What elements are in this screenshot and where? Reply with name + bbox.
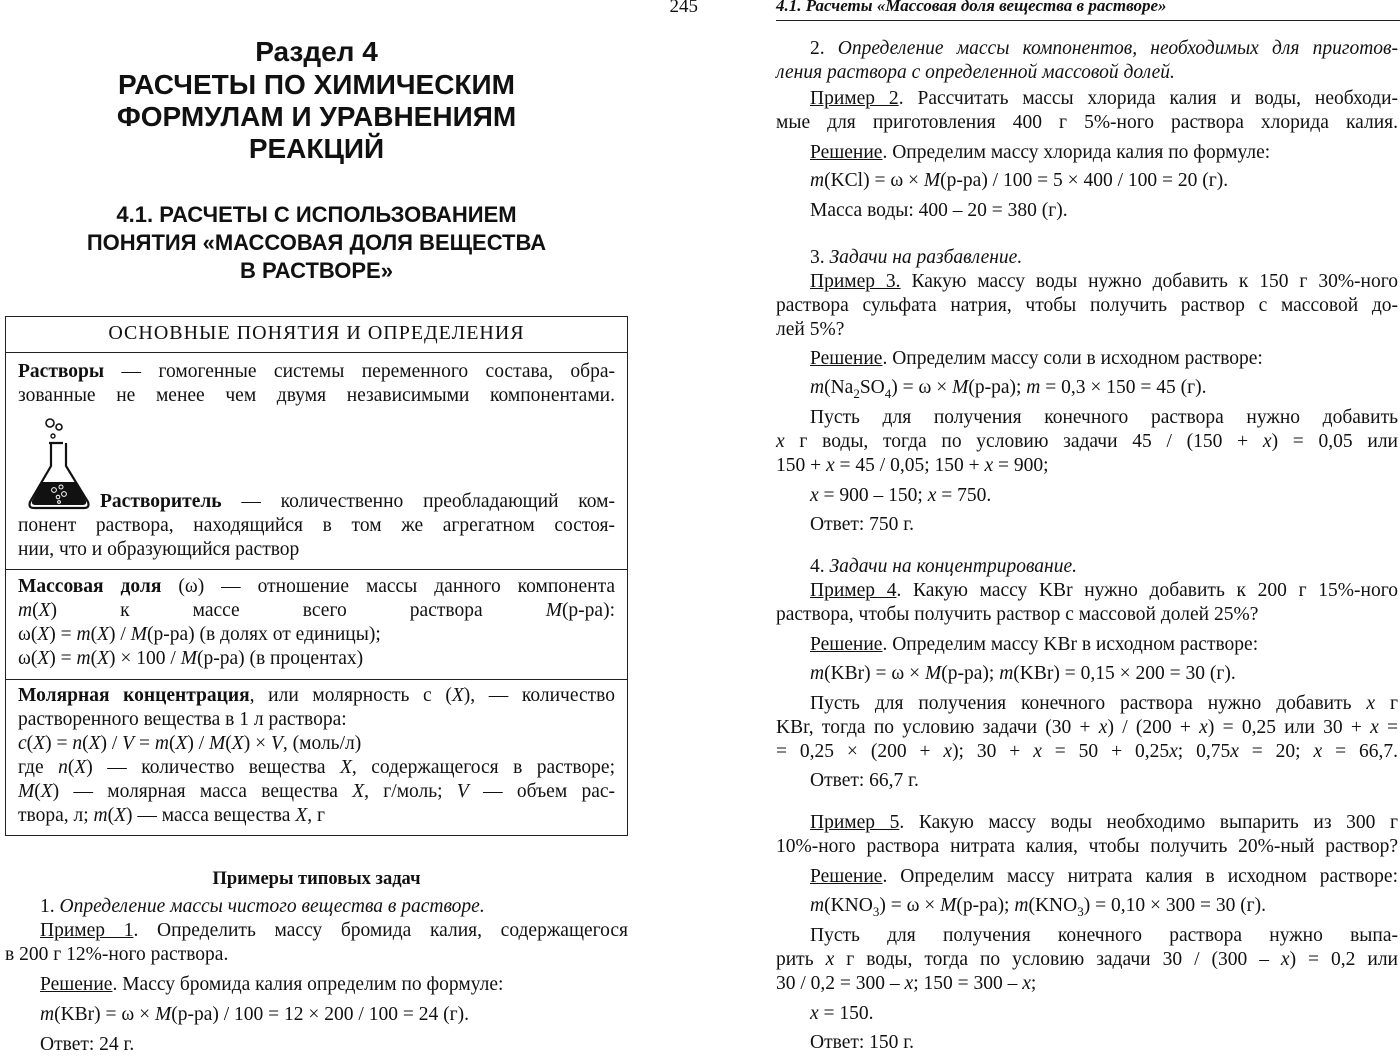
underlined-label: Пример 4 <box>810 580 897 601</box>
italic-text: x <box>1033 741 1042 762</box>
text-run: (KNO <box>824 895 873 916</box>
italic-text: V <box>456 781 469 802</box>
underlined-label: Решение <box>810 142 883 163</box>
italic-text: X <box>97 648 110 669</box>
text-run: ) к массе всего раствора <box>50 600 546 621</box>
text-run: ) = ω × <box>891 377 953 398</box>
italic-text: X <box>339 757 352 778</box>
text-line <box>810 406 1398 430</box>
bold-term: Массовая доля <box>18 576 162 597</box>
text-run: = <box>134 733 155 754</box>
text-run: ω( <box>18 624 38 645</box>
italic-text: M <box>940 895 957 916</box>
italic-text: M <box>952 377 969 398</box>
italic-text: M <box>155 1004 172 1025</box>
text-run: мые для приготовления 400 г 5%-ного раствора хлорида калия. <box>776 112 1398 133</box>
text-run: 4. <box>810 556 830 577</box>
text-line <box>776 294 1398 318</box>
text-line <box>776 972 1398 996</box>
text-run: (р-ра); <box>968 377 1027 398</box>
italic-text: M <box>925 663 942 684</box>
text-run: (р-ра); <box>941 663 1000 684</box>
subsection-title-line: В РАСТВОРЕ» <box>240 258 393 283</box>
text-run: = 150. <box>818 1003 874 1024</box>
text-run: ) — молярная масса вещества <box>52 781 353 802</box>
italic-text: M <box>545 600 562 621</box>
italic-text: Определение массы чистого вещества в растворе. <box>59 896 485 917</box>
text-run: ) = <box>49 648 77 669</box>
italic-text: Задачи на разбавление. <box>829 247 1023 268</box>
text-run: ; <box>1030 973 1037 994</box>
text-line <box>810 865 1398 889</box>
text-run: KBr, тогда по условию задачи (30 + <box>776 717 1099 738</box>
text-run: ) × <box>243 733 271 754</box>
text-run: ) = 0,25 или 30 + <box>1207 717 1371 738</box>
text-line <box>776 740 1398 764</box>
text-run: . Определим массу хлорида калия по формуле: <box>882 142 1271 163</box>
text-run: = 0,25 × (200 + <box>776 741 944 762</box>
italic-text: X <box>295 805 308 826</box>
italic-text: X <box>38 600 51 621</box>
text-run: , г <box>307 805 325 826</box>
text-run: Ответ: 66,7 г. <box>810 770 919 791</box>
italic-text: x <box>927 485 937 506</box>
text-line <box>810 555 1398 579</box>
italic-text: Определение массы компонентов, необходимых для приготов- <box>837 38 1398 59</box>
text-line <box>810 811 1398 835</box>
italic-text: n <box>72 733 83 754</box>
text-run: ) × 100 / <box>109 648 181 669</box>
text-run: где <box>18 757 59 778</box>
text-run: . Определим массу соли в исходном растворе: <box>882 348 1263 369</box>
subscript: 2 <box>853 385 860 401</box>
text-line <box>810 87 1398 111</box>
italic-text: x <box>1262 431 1272 452</box>
text-run: . Массу бромида калия определим по формуле: <box>112 974 504 995</box>
italic-text: x <box>1022 973 1031 994</box>
subsection-title-line: ПОНЯТИЯ «МАССОВАЯ ДОЛЯ ВЕЩЕСТВА <box>86 230 547 255</box>
text-run: ; 0,75 <box>1177 741 1231 762</box>
italic-text: m <box>154 733 169 754</box>
text-line <box>810 37 1398 61</box>
underlined-label: Решение <box>810 866 883 887</box>
text-run: = 66,7. <box>1322 741 1398 762</box>
italic-text: X <box>231 733 244 754</box>
bold-term: Растворитель <box>100 491 222 512</box>
text-run: ( <box>67 757 75 778</box>
chapter-title-line: РЕАКЦИЙ <box>248 133 385 164</box>
text-run: ω( <box>18 648 38 669</box>
text-run: Масса воды: 400 – 20 = 380 (г). <box>810 200 1068 221</box>
text-run: понент раствора, находящийся в том же агрегатном состоя- <box>18 515 615 536</box>
italic-text: x <box>1366 693 1376 714</box>
text-run: г воды, тогда по условию задачи 45 / (150 + <box>784 431 1263 452</box>
text-line <box>810 513 1398 537</box>
text-line <box>776 716 1398 740</box>
text-run: ( <box>32 600 39 621</box>
subscript: 4 <box>884 385 892 401</box>
text-run: Ответ: 24 г. <box>40 1034 135 1055</box>
text-line <box>810 376 1398 400</box>
text-line <box>776 454 1398 478</box>
text-line <box>810 199 1398 223</box>
text-run: 10%-ного раствора нитрата калия, чтобы получить 20%-ный раствор? <box>776 836 1398 857</box>
text-run: . Определим массу KBr в исходном растворе: <box>882 634 1259 655</box>
italic-text: x <box>1199 717 1208 738</box>
italic-text: x <box>1098 717 1108 738</box>
italic-text: x <box>810 1003 819 1024</box>
text-run: , (моль/л) <box>282 733 362 754</box>
italic-text: m <box>40 1004 55 1025</box>
text-run: ( <box>168 733 176 754</box>
text-run: ( <box>90 624 98 645</box>
text-run: ) — масса вещества <box>126 805 296 826</box>
text-run: 2. <box>810 38 838 59</box>
text-run: Пусть для получения конечного раствора нужно добавить <box>810 693 1367 714</box>
text-run: (р-ра) (в долях от единицы); <box>146 624 381 645</box>
underlined-label: Пример 3. <box>810 271 901 292</box>
text-line <box>810 347 1398 371</box>
italic-text: x <box>943 741 953 762</box>
text-run: ) — количество вещества <box>86 757 340 778</box>
text-line <box>776 948 1398 972</box>
italic-text: m <box>810 377 825 398</box>
text-run: ) = 0,2 или <box>1289 949 1398 970</box>
text-run: Пусть для получения конечного раствора нужно выпа- <box>810 925 1398 946</box>
underlined-label: Решение <box>40 974 113 995</box>
italic-text: n <box>58 757 68 778</box>
text-run: 150 + <box>776 455 826 476</box>
text-run: 3. <box>810 247 830 268</box>
italic-text: x <box>984 455 994 476</box>
text-run: (KBr) = ω × <box>54 1004 155 1025</box>
text-run: раствора сульфата натрия, чтобы получить раствор с массовой до- <box>776 295 1398 316</box>
text-run: (KCl) = ω × <box>824 170 924 191</box>
text-run: ) = 0,05 или <box>1271 431 1398 452</box>
text-run: растворенного вещества в 1 л раствора: <box>18 709 347 730</box>
italic-text: x <box>825 949 835 970</box>
text-run: (KBr) = 0,15 × 200 = 30 (г). <box>1013 663 1236 684</box>
text-run: — количественно преобладающий ком- <box>221 491 615 512</box>
page-number: 245 <box>669 0 698 17</box>
italic-text: m <box>999 663 1014 684</box>
text-run: ( <box>107 805 115 826</box>
italic-text: x <box>1230 741 1239 762</box>
text-run: (р-ра) / 100 = 5 × 400 / 100 = 20 (г). <box>940 170 1229 191</box>
text-line <box>810 246 1398 270</box>
text-run: рить <box>776 949 826 970</box>
text-run: ) = <box>45 733 73 754</box>
text-run: ) = ω × <box>879 895 941 916</box>
header-rule <box>776 20 1400 21</box>
text-run: Ответ: 150 г. <box>810 1032 914 1053</box>
text-run: ) / (200 + <box>1107 717 1200 738</box>
text-run: (ω) — отношение массы данного компонента <box>161 576 615 597</box>
italic-text: X <box>37 624 50 645</box>
italic-text: x <box>904 973 914 994</box>
text-run: = 900 – 150; <box>818 485 928 506</box>
text-line <box>810 662 1398 686</box>
text-run: г воды, тогда по условию задачи 30 / (300 – <box>834 949 1281 970</box>
italic-text: X <box>37 648 50 669</box>
text-run: = 50 + 0,25 <box>1041 741 1170 762</box>
text-run: 1. <box>40 896 60 917</box>
text-line <box>810 141 1398 165</box>
italic-text: m <box>93 805 108 826</box>
italic-text: c <box>18 733 27 754</box>
text-run: Пусть для получения конечного раствора нужно добавить <box>810 407 1398 428</box>
text-run: = 750. <box>936 485 992 506</box>
section-label: Раздел 4 <box>255 36 378 67</box>
text-run: = <box>1378 717 1399 738</box>
text-run: (р-ра); <box>956 895 1015 916</box>
italic-text: ления раствора с определенной массовой долей. <box>776 62 1175 83</box>
italic-text: m <box>1026 377 1041 398</box>
italic-text: M <box>923 170 941 191</box>
italic-text: m <box>18 600 33 621</box>
text-run: (Na <box>824 377 854 398</box>
text-run: г <box>1375 693 1398 714</box>
italic-text: m <box>810 895 825 916</box>
text-run: ( <box>90 648 98 669</box>
italic-text: V <box>270 733 283 754</box>
text-run: . Какую массу KBr нужно добавить к 200 г 15%-ного <box>896 580 1398 601</box>
italic-text: x <box>1313 741 1323 762</box>
text-run: = 20; <box>1238 741 1314 762</box>
text-run: , содержащегося в растворе; <box>351 757 615 778</box>
text-run: — объем рас- <box>468 781 615 802</box>
italic-text: m <box>76 648 91 669</box>
text-line <box>810 769 1398 793</box>
text-line <box>776 111 1398 135</box>
text-line <box>810 894 1398 918</box>
text-run: твора, л; <box>18 805 94 826</box>
text-run: ( <box>26 733 34 754</box>
text-run: лей 5%? <box>776 319 845 340</box>
italic-text: X <box>114 805 127 826</box>
text-run: раствора, чтобы получить раствор с массовой долей 25%? <box>776 604 1259 625</box>
text-line <box>810 924 1398 948</box>
text-line <box>810 270 1398 294</box>
text-line <box>776 603 1398 627</box>
text-run: ; 150 = 300 – <box>913 973 1023 994</box>
italic-text: M <box>209 733 226 754</box>
subsection-title-line: 4.1. РАСЧЕТЫ С ИСПОЛЬЗОВАНИЕМ <box>116 202 517 227</box>
italic-text: x <box>1370 717 1379 738</box>
underlined-label: Решение <box>810 348 883 369</box>
subscript: 3 <box>872 903 880 919</box>
text-line <box>810 633 1398 657</box>
text-line <box>776 835 1398 859</box>
text-run: Ответ: 750 г. <box>810 514 914 535</box>
underlined-label: Решение <box>810 634 883 655</box>
text-run: ) / <box>109 624 131 645</box>
text-run: (р-ра) (в процентах) <box>196 648 364 669</box>
italic-text: Задачи на концентрирование. <box>829 556 1077 577</box>
italic-text: m <box>810 663 825 684</box>
italic-text: m <box>1014 895 1029 916</box>
italic-text: M <box>18 781 35 802</box>
italic-text: x <box>826 455 835 476</box>
bold-term: Растворы <box>18 361 105 382</box>
italic-text: X <box>97 624 110 645</box>
italic-text: X <box>88 733 101 754</box>
subscript: 3 <box>1077 903 1084 919</box>
definitions-box-header: ОСНОВНЫЕ ПОНЯТИЯ И ОПРЕДЕЛЕНИЯ <box>108 322 525 344</box>
italic-text: X <box>175 733 188 754</box>
underlined-label: Пример 2 <box>810 88 899 109</box>
text-run: , г/моль; <box>364 781 457 802</box>
text-run: . Определим массу нитрата калия в исходном растворе: <box>882 866 1398 887</box>
examples-heading: Примеры типовых задач <box>212 869 421 889</box>
italic-text: X <box>74 757 87 778</box>
text-run: ), — количество <box>463 685 615 706</box>
text-run: ( <box>82 733 89 754</box>
italic-text: m <box>76 624 91 645</box>
text-run: = 0,3 × 150 = 45 (г). <box>1040 377 1207 398</box>
text-run: — гомогенные системы переменного состава, обра- <box>104 361 615 382</box>
italic-text: x <box>1169 741 1178 762</box>
text-line <box>810 1031 1398 1055</box>
text-run: ( <box>225 733 232 754</box>
italic-text: X <box>33 733 46 754</box>
text-run: (р-ра): <box>561 600 615 621</box>
italic-text: m <box>810 170 825 191</box>
text-run: ( <box>34 781 41 802</box>
text-run: ) / <box>100 733 123 754</box>
text-run: ) = 0,10 × 300 = 30 (г). <box>1083 895 1267 916</box>
underlined-label: Пример 1 <box>40 920 134 941</box>
text-run: (KBr) = ω × <box>824 663 925 684</box>
text-run: ); 30 + <box>952 741 1034 762</box>
text-run: = 45 / 0,05; 150 + <box>834 455 985 476</box>
text-line <box>810 1002 1398 1026</box>
running-head: 4.1. Расчеты «Массовая доля вещества в растворе» <box>776 0 1167 15</box>
text-run: зованные не менее чем двумя независимыми компонентами. <box>18 385 615 406</box>
chapter-title-line: ФОРМУЛАМ И УРАВНЕНИЯМ <box>116 101 517 132</box>
chapter-title-line: РАСЧЕТЫ ПО ХИМИЧЕСКИМ <box>118 69 515 100</box>
italic-text: X <box>451 685 464 706</box>
text-line <box>810 692 1398 716</box>
text-line <box>776 318 1398 342</box>
text-run: в 200 г 12%-ного раствора. <box>5 944 229 965</box>
text-run: Какую массу воды нужно добавить к 150 г 30%-ного <box>900 271 1399 292</box>
text-run: ) = <box>49 624 77 645</box>
bold-term: Молярная концентрация <box>18 685 250 706</box>
text-run: (KNO <box>1028 895 1078 916</box>
text-line <box>810 169 1398 193</box>
italic-text: x <box>1280 949 1290 970</box>
text-run: 30 / 0,2 = 300 – <box>776 973 905 994</box>
italic-text: x <box>810 485 819 506</box>
italic-text: x <box>776 431 785 452</box>
text-line <box>810 484 1398 508</box>
text-line <box>810 579 1398 603</box>
text-run: нии, что и образующийся раствор <box>18 539 300 560</box>
italic-text: X <box>352 781 365 802</box>
text-run: SO <box>859 377 885 398</box>
text-run: = 900; <box>993 455 1049 476</box>
italic-text: M <box>180 648 197 669</box>
text-run: , или молярность c ( <box>249 685 452 706</box>
text-line <box>776 430 1398 454</box>
text-run: . Определить массу бромида калия, содержащегося <box>133 920 628 941</box>
text-run: ) / <box>187 733 210 754</box>
underlined-label: Пример 5 <box>810 812 900 833</box>
text-run: . Рассчитать массы хлорида калия и воды, необходи- <box>898 88 1399 109</box>
italic-text: X <box>40 781 53 802</box>
italic-text: V <box>122 733 135 754</box>
text-run: (р-ра) / 100 = 12 × 200 / 100 = 24 (г). <box>171 1004 469 1025</box>
text-line <box>776 61 1398 85</box>
text-run: . Какую массу воды необходимо выпарить из 300 г <box>899 812 1399 833</box>
italic-text: M <box>130 624 147 645</box>
